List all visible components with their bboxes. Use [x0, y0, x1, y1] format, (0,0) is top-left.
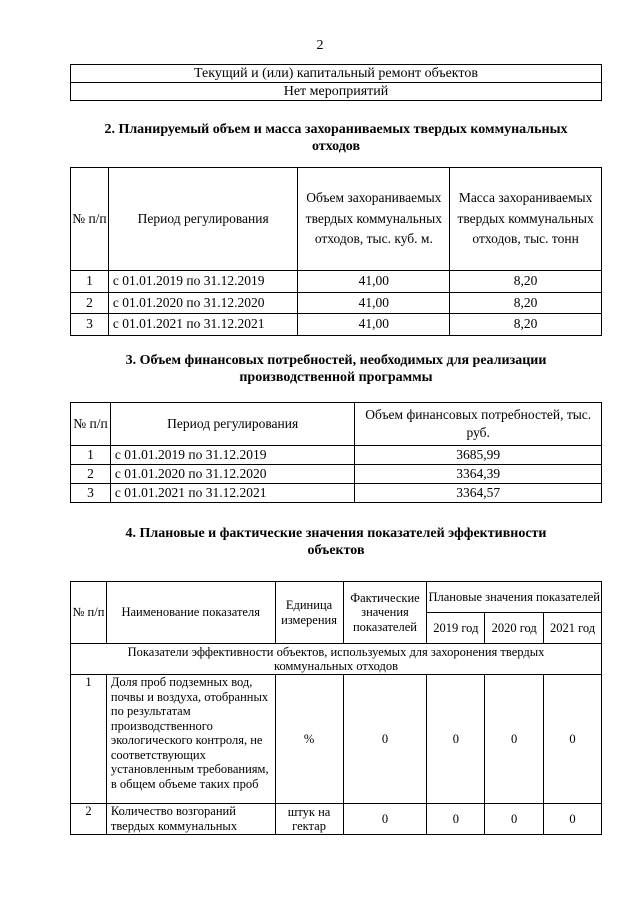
- header-unit: Единица измерения: [275, 582, 343, 644]
- header-name: Наименование показателя: [106, 582, 275, 644]
- section3-title: 3. Объем финансовых потребностей, необходимых для реализации производственной программы: [125, 353, 547, 385]
- header-num: № п/п: [71, 582, 107, 644]
- repair-value: Нет мероприятий: [71, 83, 602, 101]
- header-num: № п/п: [71, 168, 109, 271]
- header-period: Период регулирования: [110, 403, 355, 446]
- table-row: 3 с 01.01.2021 по 31.12.2021 41,00 8,20: [71, 314, 602, 336]
- repair-title: Текущий и (или) капитальный ремонт объектов: [71, 65, 602, 83]
- table-header-row: [71, 403, 602, 446]
- table-row: 2 с 01.01.2020 по 31.12.2020 41,00 8,20: [71, 292, 602, 314]
- header-2020: 2020 год: [485, 613, 544, 644]
- table-row: 2 Количество возгораний твердых коммунальных штук на гектар 0 0 0 0: [71, 804, 602, 835]
- header-period: Период регулирования: [108, 168, 298, 271]
- finance-table: [70, 402, 602, 503]
- header-volume: Объем захораниваемых твердых коммунальных отходов, тыс. куб. м.: [298, 168, 450, 271]
- table-header-row: [71, 582, 602, 613]
- table-row: 1 с 01.01.2019 по 31.12.2019 41,00 8,20: [71, 271, 602, 293]
- header-num: № п/п: [71, 403, 111, 446]
- repair-table: [70, 64, 602, 101]
- section2-title: 2. Планируемый объем и масса захораниваемых твердых коммунальных отходов: [104, 122, 568, 154]
- waste-volume-table: [70, 167, 602, 336]
- header-mass: Масса захораниваемых твердых коммунальных отходов, тыс. тонн: [450, 168, 602, 271]
- section4-title: 4. Плановые и фактические значения показателей эффективности объектов: [125, 526, 547, 558]
- header-actual: Фактические значения показателей: [343, 582, 427, 644]
- header-2019: 2019 год: [427, 613, 485, 644]
- table-row: 1 с 01.01.2019 по 31.12.2019 3685,99: [71, 446, 602, 465]
- group-row: [71, 644, 602, 675]
- header-2021: 2021 год: [544, 613, 602, 644]
- page-number: 2: [316, 38, 324, 53]
- table-row: 3 с 01.01.2021 по 31.12.2021 3364,57: [71, 484, 602, 503]
- table-row: 2 с 01.01.2020 по 31.12.2020 3364,39: [71, 465, 602, 484]
- group-title: Показатели эффективности объектов, используемых для захоронения твердых коммунальных отходов: [71, 644, 602, 675]
- table-header-row: [71, 168, 602, 271]
- header-finance: Объем финансовых потребностей, тыс. руб.: [355, 403, 602, 446]
- header-planned: Плановые значения показателей: [427, 582, 602, 613]
- table-row: 1 Доля проб подземных вод, почвы и воздуха, отобранных по результатам производственного экологического контроля, не соответствующих установленным требованиям, в общем объеме таких проб % 0 0 0 0: [71, 675, 602, 804]
- indicators-table: [70, 581, 602, 835]
